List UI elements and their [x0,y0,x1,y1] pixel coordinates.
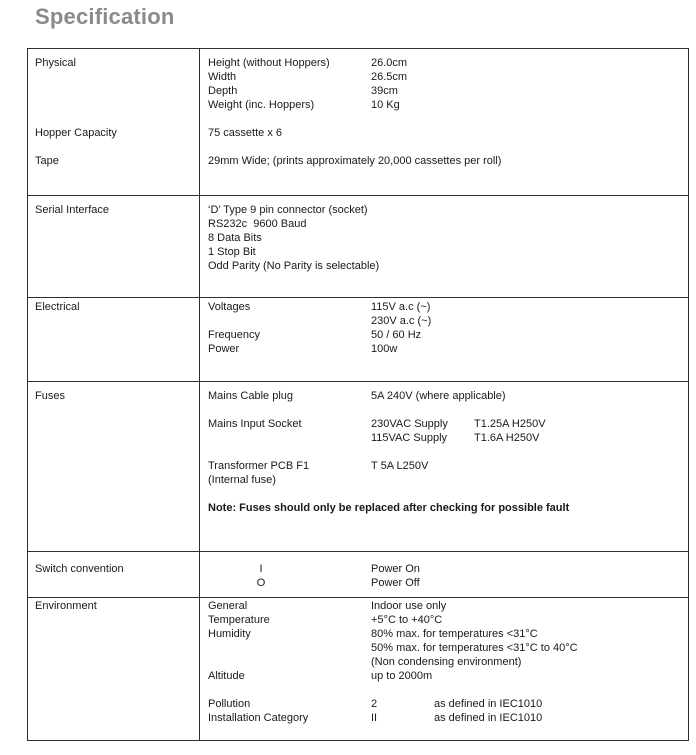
fuses-val-cell: 230VAC Supply [371,418,448,430]
environment-val-cell: 80% max. for temperatures <31°C [371,628,538,640]
serial-interface-sub-cell: ‘D’ Type 9 pin connector (socket) [208,204,368,216]
fuses-extra-cell: T1.25A H250V [474,418,546,430]
fuses-val-cell: 5A 240V (where applicable) [371,390,506,402]
spec-row [28,576,688,590]
serial-interface-sub-cell: RS232c 9600 Baud [208,218,307,230]
spec-row [28,445,688,459]
electrical-val-cell: 230V a.c (~) [371,315,432,327]
spec-row [28,473,688,487]
spec-row [28,487,688,501]
spec-row [28,403,688,417]
serial-interface-label-cell: Serial Interface [35,204,109,216]
physical-val-cell: 10 Kg [371,99,400,111]
electrical-sub-cell: Voltages [208,301,251,313]
physical-sub-cell: 29mm Wide; (prints approximately 20,000 cassettes per roll) [208,155,502,167]
spec-row [28,613,688,627]
serial-interface-sub-cell: 8 Data Bits [208,232,262,244]
environment-sub-cell: General [208,600,248,612]
spec-row [28,70,688,84]
section-switch-convention [28,552,688,598]
fuses-sub-cell: Mains Input Socket [208,418,302,430]
spec-row [28,112,688,126]
physical-sub-cell: Weight (inc. Hoppers) [208,99,315,111]
physical-val-cell: 26.5cm [371,71,408,83]
electrical-val-cell: 50 / 60 Hz [371,329,422,341]
spec-row [28,641,688,655]
environment-val-cell: 50% max. for temperatures <31°C to 40°C [371,642,578,654]
switch-convention-sw-cell: O [256,577,266,589]
spec-row [28,501,688,515]
spec-row [28,342,688,356]
spec-row [28,217,688,231]
section-physical [28,49,688,196]
environment-sub-cell: Pollution [208,698,251,710]
fuses-note-cell: Note: Fuses should only be replaced after checking for possible fault [208,502,570,514]
environment-val-cell: up to 2000m [371,670,433,682]
switch-convention-val-cell: Power Off [371,577,420,589]
physical-sub-cell: Depth [208,85,238,97]
spec-row [28,314,688,328]
switch-convention-label-cell: Switch convention [35,563,124,575]
spec-row [28,562,688,576]
fuses-sub-cell: Mains Cable plug [208,390,293,402]
environment-sub-cell: Temperature [208,614,270,626]
spec-row [28,417,688,431]
section-environment [28,598,688,740]
specification-table [27,48,689,741]
spec-row [28,98,688,112]
table-column-divider [199,49,200,740]
spec-row [28,669,688,683]
environment-extra2-cell: as defined in IEC1010 [434,712,543,724]
electrical-sub-cell: Power [208,343,240,355]
physical-val-cell: 39cm [371,85,398,97]
serial-interface-sub-cell: Odd Parity (No Parity is selectable) [208,260,380,272]
environment-val-cell: Indoor use only [371,600,447,612]
electrical-sub-cell: Frequency [208,329,260,341]
serial-interface-sub-cell: 1 Stop Bit [208,246,256,258]
spec-row [28,231,688,245]
environment-val-cell: (Non condensing environment) [371,656,522,668]
section-electrical [28,298,688,382]
spec-row [28,203,688,217]
spec-row [28,245,688,259]
switch-convention-val-cell: Power On [371,563,420,575]
fuses-extra-cell: T1.6A H250V [474,432,540,444]
spec-row [28,126,688,140]
environment-val-cell: 2 [371,698,378,710]
fuses-label-cell: Fuses [35,390,65,402]
spec-row [28,683,688,697]
spec-row [28,389,688,403]
spec-row [28,627,688,641]
electrical-label-cell: Electrical [35,301,80,313]
physical-label-cell: Hopper Capacity [35,127,117,139]
environment-val-cell: +5°C to +40°C [371,614,443,626]
spec-row [28,697,688,711]
spec-row [28,599,688,613]
spec-row [28,140,688,154]
fuses-sub-cell: (Internal fuse) [208,474,276,486]
spec-row [28,711,688,725]
physical-val-cell: 26.0cm [371,57,408,69]
environment-val-cell: II [371,712,378,724]
environment-sub-cell: Installation Category [208,712,309,724]
section-fuses [28,382,688,552]
physical-sub-cell: 75 cassette x 6 [208,127,282,139]
switch-convention-sw-cell: I [259,563,263,575]
environment-sub-cell: Altitude [208,670,245,682]
section-serial-interface [28,196,688,298]
spec-row [28,655,688,669]
fuses-val-cell: 115VAC Supply [371,432,448,444]
spec-row [28,56,688,70]
physical-sub-cell: Height (without Hoppers) [208,57,330,69]
spec-row [28,328,688,342]
fuses-val-cell: T 5A L250V [371,460,429,472]
spec-row [28,154,688,168]
spec-row [28,84,688,98]
page-title: Specification [35,4,175,29]
spec-row [28,259,688,273]
physical-label-cell: Tape [35,155,59,167]
environment-extra2-cell: as defined in IEC1010 [434,698,543,710]
environment-label-cell: Environment [35,600,97,612]
physical-sub-cell: Width [208,71,237,83]
electrical-val-cell: 115V a.c (~) [371,301,431,313]
physical-label-cell: Physical [35,57,76,69]
environment-sub-cell: Humidity [208,628,251,640]
fuses-sub-cell: Transformer PCB F1 [208,460,310,472]
spec-row [28,300,688,314]
spec-row [28,431,688,445]
spec-row [28,459,688,473]
electrical-val-cell: 100w [371,343,398,355]
